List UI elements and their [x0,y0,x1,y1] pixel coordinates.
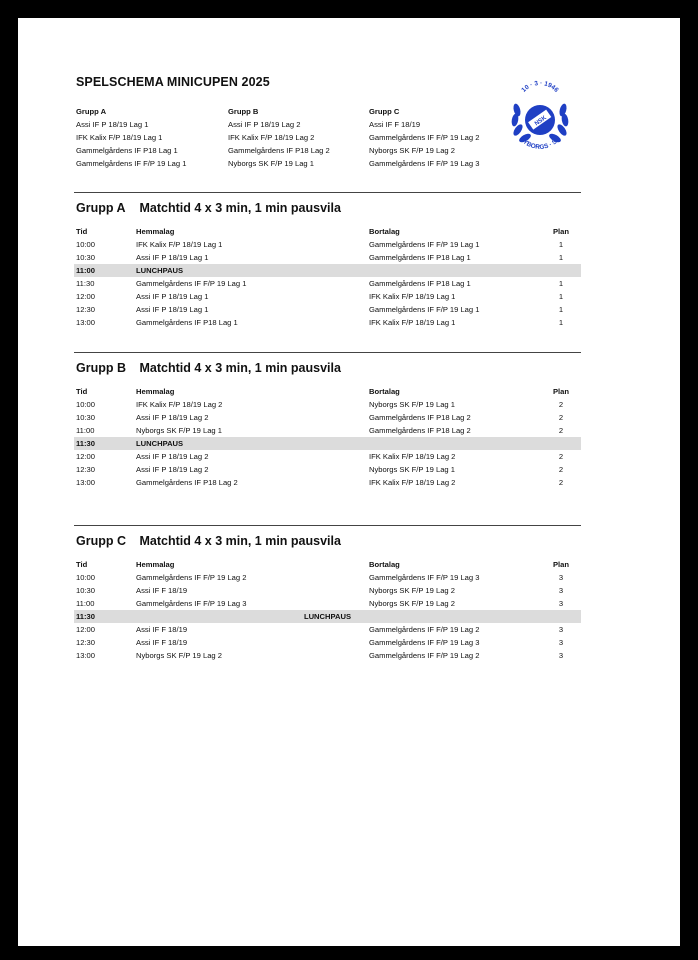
section-heading [76,361,341,375]
cell-home: Nyborgs SK F/P 19 Lag 1 [136,426,222,435]
cell-tid: 12:00 [76,292,96,301]
cell-away: Gammelgårdens IF P18 Lag 1 [369,279,471,288]
cell-plan: 2 [558,426,564,435]
cell-tid: 12:00 [76,625,96,634]
cell-home: Assi IF P 18/19 Lag 1 [136,305,209,314]
cell-plan: 3 [558,638,564,647]
cell-home: Gammelgårdens IF P18 Lag 2 [136,478,238,487]
schedule-section-a [74,192,581,344]
cell-away: Nyborgs SK F/P 19 Lag 2 [369,586,455,595]
cell-tid: 12:30 [76,305,96,314]
cell-home: IFK Kalix F/P 18/19 Lag 2 [136,400,223,409]
group-list-team: Gammelgårdens IF F/P 19 Lag 2 [369,133,480,142]
schedule-table [74,558,581,662]
cell-away: Gammelgårdens IF P18 Lag 2 [369,413,471,422]
table-row [74,290,581,303]
cell-away: IFK Kalix F/P 18/19 Lag 2 [369,452,456,461]
lunch-label: LUNCHPAUS [136,439,184,448]
cell-plan: 1 [558,305,564,314]
cell-home: Assi IF F 18/19 [136,625,188,634]
lunch-row [74,610,581,623]
group-list-heading: Grupp B [228,107,259,116]
cell-tid: 13:00 [76,318,96,327]
group-list-team: Gammelgårdens IF F/P 19 Lag 3 [369,159,480,168]
column-header-plan: Plan [552,387,570,396]
cell-away: IFK Kalix F/P 18/19 Lag 2 [369,478,456,487]
cell-tid: 13:00 [76,478,96,487]
table-row [74,623,581,636]
cell-away: Gammelgårdens IF F/P 19 Lag 1 [369,240,480,249]
column-header-plan: Plan [552,227,570,236]
table-row [74,303,581,316]
schedule-table [74,385,581,489]
table-row [74,424,581,437]
cell-tid: 10:00 [76,400,96,409]
table-row [74,411,581,424]
column-header-tid: Tid [76,560,88,569]
cell-plan: 1 [558,279,564,288]
cell-home: Gammelgårdens IF P18 Lag 1 [136,318,238,327]
column-header-away: Bortalag [369,560,400,569]
cell-away: Nyborgs SK F/P 19 Lag 2 [369,599,455,608]
group-list-team: Assi IF F 18/19 [369,120,421,129]
cell-tid: 10:00 [76,573,96,582]
table-row [74,597,581,610]
svg-text:10 · 3 · 1946 [520,80,560,94]
cell-plan: 2 [558,400,564,409]
section-heading [76,534,341,548]
lunch-label: LUNCHPAUS [303,612,352,621]
club-logo [509,80,571,156]
cell-plan: 1 [558,253,564,262]
section-heading [76,201,341,215]
cell-home: Assi IF F 18/19 [136,586,188,595]
group-list-a [76,105,236,170]
schedule-table [74,225,581,329]
table-row [74,649,581,662]
cell-plan: 2 [558,465,564,474]
section-subtitle: Matchtid 4 x 3 min, 1 min pausvila [139,201,341,215]
table-row [74,463,581,476]
cell-home: Gammelgårdens IF F/P 19 Lag 3 [136,599,247,608]
cell-tid: 10:30 [76,586,96,595]
column-header-tid: Tid [76,227,88,236]
section-group-name: Grupp B [76,361,126,375]
table-header-row [74,385,581,398]
group-list-team: Nyborgs SK F/P 19 Lag 1 [228,159,314,168]
cell-away: Gammelgårdens IF F/P 19 Lag 3 [369,573,480,582]
divider [74,192,581,193]
section-subtitle: Matchtid 4 x 3 min, 1 min pausvila [139,361,341,375]
table-row [74,316,581,329]
cell-plan: 3 [558,573,564,582]
logo-top-text: 10 · 3 · 1946 [520,80,560,94]
divider [74,352,581,353]
logo-bottom-text: NYBORGS · SK [517,135,563,151]
group-list-team: IFK Kalix F/P 18/19 Lag 2 [228,133,315,142]
cell-home: Assi IF F 18/19 [136,638,188,647]
svg-text:NYBORGS · SK [518,135,562,151]
group-list-team: Assi IF P 18/19 Lag 1 [76,120,149,129]
cell-plan: 3 [558,586,564,595]
cell-away: IFK Kalix F/P 18/19 Lag 1 [369,292,456,301]
cell-home: Gammelgårdens IF F/P 19 Lag 1 [136,279,247,288]
cell-plan: 3 [558,651,564,660]
cell-plan: 3 [558,599,564,608]
cell-plan: 2 [558,452,564,461]
column-header-tid: Tid [76,387,88,396]
cell-away: Gammelgårdens IF F/P 19 Lag 1 [369,305,480,314]
document-title: SPELSCHEMA MINICUPEN 2025 [76,75,270,89]
cell-away: Gammelgårdens IF P18 Lag 2 [369,426,471,435]
table-row [74,636,581,649]
cell-away: IFK Kalix F/P 18/19 Lag 1 [369,318,456,327]
column-header-plan: Plan [552,560,570,569]
table-row [74,238,581,251]
cell-away: Nyborgs SK F/P 19 Lag 1 [369,400,455,409]
group-list-team: Gammelgårdens IF P18 Lag 1 [76,146,178,155]
cell-away: Gammelgårdens IF F/P 19 Lag 2 [369,625,480,634]
cell-home: Gammelgårdens IF F/P 19 Lag 2 [136,573,247,582]
cell-home: Assi IF P 18/19 Lag 1 [136,292,209,301]
cell-tid: 11:00 [76,599,95,608]
document-page [18,18,680,946]
cell-home: Assi IF P 18/19 Lag 2 [136,413,209,422]
cell-tid: 11:30 [76,439,96,448]
schedule-section-b [74,352,581,504]
table-row [74,450,581,463]
column-header-home: Hemmalag [136,227,175,236]
cell-tid: 12:00 [76,452,96,461]
cell-plan: 2 [558,478,564,487]
cell-tid: 13:00 [76,651,96,660]
cell-home: Assi IF P 18/19 Lag 2 [136,465,209,474]
table-row [74,584,581,597]
cell-tid: 11:00 [76,426,95,435]
schedule-section-c [74,525,581,677]
cell-plan: 1 [558,318,564,327]
table-row [74,251,581,264]
group-list-heading: Grupp A [76,107,107,116]
cell-away: Gammelgårdens IF P18 Lag 1 [369,253,471,262]
cell-home: Assi IF P 18/19 Lag 1 [136,253,209,262]
group-list-team: Gammelgårdens IF P18 Lag 2 [228,146,330,155]
lunch-label: LUNCHPAUS [136,266,184,275]
cell-home: Assi IF P 18/19 Lag 2 [136,452,209,461]
cell-home: IFK Kalix F/P 18/19 Lag 1 [136,240,223,249]
column-header-away: Bortalag [369,387,400,396]
lunch-row [74,437,581,450]
cell-plan: 1 [558,292,564,301]
section-group-name: Grupp A [76,201,126,215]
cell-plan: 3 [558,625,564,634]
column-header-home: Hemmalag [136,560,175,569]
cell-tid: 10:30 [76,413,96,422]
table-row [74,571,581,584]
cell-away: Nyborgs SK F/P 19 Lag 1 [369,465,455,474]
column-header-away: Bortalag [369,227,400,236]
cell-away: Gammelgårdens IF F/P 19 Lag 3 [369,638,480,647]
table-row [74,476,581,489]
group-list-heading: Grupp C [369,107,400,116]
column-header-home: Hemmalag [136,387,175,396]
group-list-team: IFK Kalix F/P 18/19 Lag 1 [76,133,163,142]
group-list-b [228,105,388,170]
cell-plan: 2 [558,413,564,422]
table-row [74,398,581,411]
cell-tid: 11:00 [76,266,96,275]
cell-tid: 11:30 [76,279,95,288]
cell-tid: 10:00 [76,240,96,249]
table-row [74,277,581,290]
group-list-team: Gammelgårdens IF F/P 19 Lag 1 [76,159,187,168]
cell-tid: 10:30 [76,253,96,262]
group-list-c [369,105,529,170]
section-group-name: Grupp C [76,534,126,548]
divider [74,525,581,526]
cell-tid: 12:30 [76,638,96,647]
group-list-team: Assi IF P 18/19 Lag 2 [228,120,301,129]
section-subtitle: Matchtid 4 x 3 min, 1 min pausvila [139,534,341,548]
cell-home: Nyborgs SK F/P 19 Lag 2 [136,651,222,660]
cell-tid: 11:30 [76,612,96,621]
cell-plan: 1 [558,240,564,249]
table-header-row [74,225,581,238]
cell-away: Gammelgårdens IF F/P 19 Lag 2 [369,651,480,660]
table-header-row [74,558,581,571]
logo-center-text: NSK [533,115,548,128]
lunch-row [74,264,581,277]
group-list-team: Nyborgs SK F/P 19 Lag 2 [369,146,455,155]
cell-tid: 12:30 [76,465,96,474]
